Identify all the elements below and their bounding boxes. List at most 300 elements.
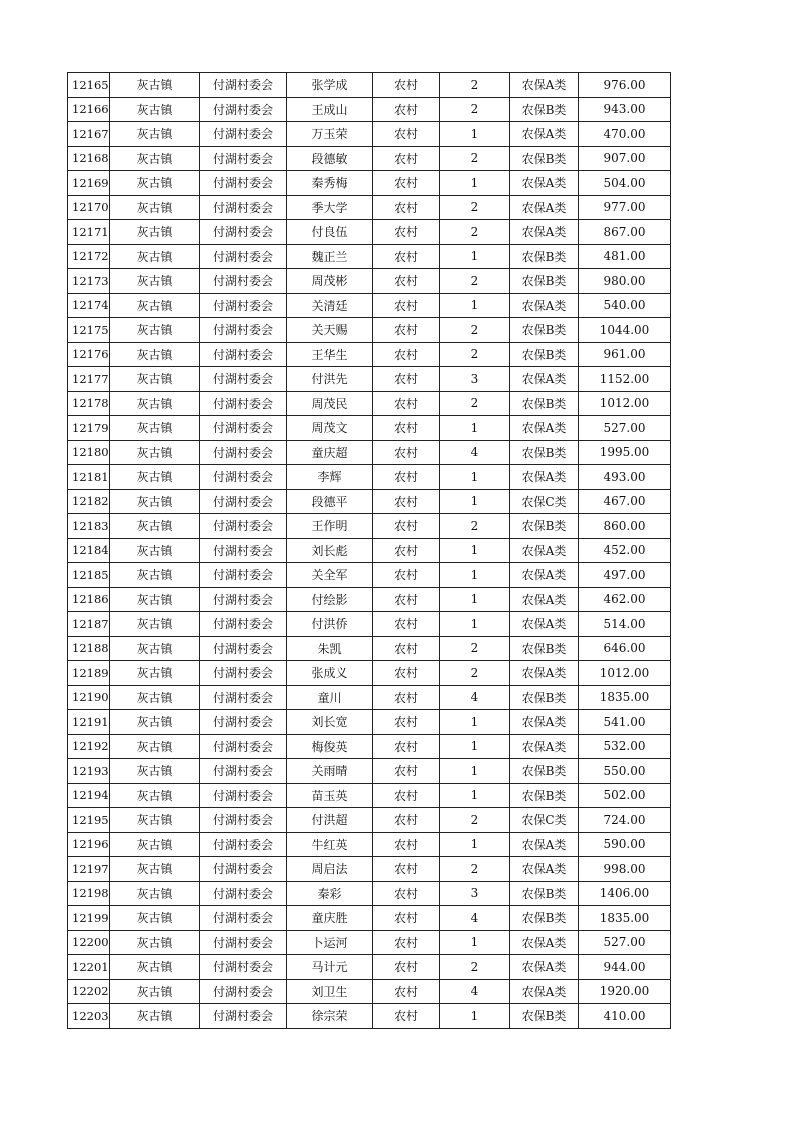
serial-number-cell: 12174: [68, 293, 110, 318]
amount-cell: 943.00: [579, 97, 671, 122]
town-cell: 灰古镇: [110, 122, 200, 147]
person-name-cell: 段德平: [287, 489, 373, 514]
table-row: [68, 538, 671, 563]
household-type-cell: 农村: [373, 930, 440, 955]
table-row: [68, 97, 671, 122]
village-committee-cell: 付湖村委会: [200, 440, 287, 465]
insurance-category-cell: 农保A类: [510, 832, 579, 857]
town-cell: 灰古镇: [110, 979, 200, 1004]
household-size-cell: 2: [440, 808, 510, 833]
serial-number-cell: 12185: [68, 563, 110, 588]
household-type-cell: 农村: [373, 146, 440, 171]
household-type-cell: 农村: [373, 367, 440, 392]
town-cell: 灰古镇: [110, 318, 200, 343]
town-cell: 灰古镇: [110, 881, 200, 906]
table-row: [68, 612, 671, 637]
person-name-cell: 马计元: [287, 955, 373, 980]
town-cell: 灰古镇: [110, 587, 200, 612]
insurance-category-cell: 农保B类: [510, 391, 579, 416]
household-size-cell: 1: [440, 587, 510, 612]
table-row: [68, 342, 671, 367]
person-name-cell: 周启法: [287, 857, 373, 882]
household-size-cell: 2: [440, 195, 510, 220]
insurance-category-cell: 农保B类: [510, 244, 579, 269]
insurance-category-cell: 农保B类: [510, 906, 579, 931]
insurance-category-cell: 农保B类: [510, 636, 579, 661]
town-cell: 灰古镇: [110, 440, 200, 465]
table-row: [68, 440, 671, 465]
household-type-cell: 农村: [373, 514, 440, 539]
village-committee-cell: 付湖村委会: [200, 857, 287, 882]
amount-cell: 980.00: [579, 269, 671, 294]
amount-cell: 504.00: [579, 171, 671, 196]
village-committee-cell: 付湖村委会: [200, 514, 287, 539]
household-type-cell: 农村: [373, 857, 440, 882]
table-row: [68, 857, 671, 882]
table-row: [68, 465, 671, 490]
serial-number-cell: 12166: [68, 97, 110, 122]
town-cell: 灰古镇: [110, 759, 200, 784]
household-type-cell: 农村: [373, 171, 440, 196]
household-size-cell: 4: [440, 979, 510, 1004]
insurance-category-cell: 农保A类: [510, 734, 579, 759]
serial-number-cell: 12179: [68, 416, 110, 441]
household-size-cell: 1: [440, 465, 510, 490]
household-size-cell: 1: [440, 759, 510, 784]
household-size-cell: 1: [440, 1004, 510, 1029]
amount-cell: 1406.00: [579, 881, 671, 906]
person-name-cell: 周茂彬: [287, 269, 373, 294]
serial-number-cell: 12203: [68, 1004, 110, 1029]
insurance-category-cell: 农保B类: [510, 514, 579, 539]
town-cell: 灰古镇: [110, 783, 200, 808]
serial-number-cell: 12191: [68, 710, 110, 735]
household-size-cell: 4: [440, 906, 510, 931]
insurance-category-cell: 农保A类: [510, 73, 579, 98]
town-cell: 灰古镇: [110, 955, 200, 980]
person-name-cell: 周茂民: [287, 391, 373, 416]
amount-cell: 481.00: [579, 244, 671, 269]
village-committee-cell: 付湖村委会: [200, 881, 287, 906]
insurance-category-cell: 农保A类: [510, 661, 579, 686]
household-type-cell: 农村: [373, 783, 440, 808]
person-name-cell: 张成义: [287, 661, 373, 686]
village-committee-cell: 付湖村委会: [200, 195, 287, 220]
table-row: [68, 783, 671, 808]
table-row: [68, 244, 671, 269]
insurance-category-cell: 农保A类: [510, 979, 579, 1004]
person-name-cell: 张学成: [287, 73, 373, 98]
amount-cell: 514.00: [579, 612, 671, 637]
table-row: [68, 636, 671, 661]
household-size-cell: 2: [440, 97, 510, 122]
amount-cell: 976.00: [579, 73, 671, 98]
person-name-cell: 关天赐: [287, 318, 373, 343]
serial-number-cell: 12173: [68, 269, 110, 294]
insurance-category-cell: 农保A类: [510, 857, 579, 882]
village-committee-cell: 付湖村委会: [200, 685, 287, 710]
village-committee-cell: 付湖村委会: [200, 1004, 287, 1029]
household-size-cell: 1: [440, 489, 510, 514]
table-row: [68, 906, 671, 931]
village-committee-cell: 付湖村委会: [200, 293, 287, 318]
household-size-cell: 2: [440, 955, 510, 980]
serial-number-cell: 12172: [68, 244, 110, 269]
insurance-category-cell: 农保B类: [510, 97, 579, 122]
household-size-cell: 2: [440, 220, 510, 245]
amount-cell: 467.00: [579, 489, 671, 514]
serial-number-cell: 12169: [68, 171, 110, 196]
person-name-cell: 梅俊英: [287, 734, 373, 759]
person-name-cell: 关全军: [287, 563, 373, 588]
person-name-cell: 付洪侨: [287, 612, 373, 637]
table-row: [68, 293, 671, 318]
town-cell: 灰古镇: [110, 293, 200, 318]
town-cell: 灰古镇: [110, 416, 200, 441]
amount-cell: 452.00: [579, 538, 671, 563]
village-committee-cell: 付湖村委会: [200, 612, 287, 637]
village-committee-cell: 付湖村委会: [200, 269, 287, 294]
table-row: [68, 955, 671, 980]
table-row: [68, 269, 671, 294]
insurance-category-cell: 农保B类: [510, 146, 579, 171]
serial-number-cell: 12183: [68, 514, 110, 539]
amount-cell: 1835.00: [579, 685, 671, 710]
household-size-cell: 2: [440, 318, 510, 343]
insurance-category-cell: 农保A类: [510, 416, 579, 441]
amount-cell: 470.00: [579, 122, 671, 147]
insurance-category-cell: 农保A类: [510, 220, 579, 245]
serial-number-cell: 12170: [68, 195, 110, 220]
household-type-cell: 农村: [373, 563, 440, 588]
household-type-cell: 农村: [373, 465, 440, 490]
village-committee-cell: 付湖村委会: [200, 391, 287, 416]
serial-number-cell: 12199: [68, 906, 110, 931]
person-name-cell: 付绘影: [287, 587, 373, 612]
insurance-category-cell: 农保C类: [510, 808, 579, 833]
town-cell: 灰古镇: [110, 563, 200, 588]
person-name-cell: 付洪超: [287, 808, 373, 833]
insurance-category-cell: 农保B类: [510, 342, 579, 367]
amount-cell: 1012.00: [579, 661, 671, 686]
household-size-cell: 1: [440, 832, 510, 857]
village-committee-cell: 付湖村委会: [200, 808, 287, 833]
amount-cell: 961.00: [579, 342, 671, 367]
serial-number-cell: 12193: [68, 759, 110, 784]
person-name-cell: 付洪先: [287, 367, 373, 392]
amount-cell: 724.00: [579, 808, 671, 833]
table-body: [68, 73, 671, 1029]
serial-number-cell: 12175: [68, 318, 110, 343]
household-type-cell: 农村: [373, 73, 440, 98]
amount-cell: 907.00: [579, 146, 671, 171]
table-row: [68, 318, 671, 343]
serial-number-cell: 12195: [68, 808, 110, 833]
household-size-cell: 1: [440, 563, 510, 588]
village-committee-cell: 付湖村委会: [200, 244, 287, 269]
household-type-cell: 农村: [373, 661, 440, 686]
insurance-category-cell: 农保A类: [510, 195, 579, 220]
village-committee-cell: 付湖村委会: [200, 171, 287, 196]
town-cell: 灰古镇: [110, 661, 200, 686]
insurance-category-cell: 农保A类: [510, 587, 579, 612]
serial-number-cell: 12190: [68, 685, 110, 710]
village-committee-cell: 付湖村委会: [200, 122, 287, 147]
insurance-category-cell: 农保B类: [510, 269, 579, 294]
household-size-cell: 4: [440, 440, 510, 465]
serial-number-cell: 12201: [68, 955, 110, 980]
person-name-cell: 秦彩: [287, 881, 373, 906]
table-row: [68, 514, 671, 539]
insurance-category-cell: 农保A类: [510, 122, 579, 147]
village-committee-cell: 付湖村委会: [200, 906, 287, 931]
serial-number-cell: 12167: [68, 122, 110, 147]
amount-cell: 540.00: [579, 293, 671, 318]
household-size-cell: 1: [440, 538, 510, 563]
amount-cell: 646.00: [579, 636, 671, 661]
household-type-cell: 农村: [373, 906, 440, 931]
serial-number-cell: 12197: [68, 857, 110, 882]
town-cell: 灰古镇: [110, 367, 200, 392]
household-type-cell: 农村: [373, 538, 440, 563]
amount-cell: 590.00: [579, 832, 671, 857]
table-row: [68, 1004, 671, 1029]
person-name-cell: 王华生: [287, 342, 373, 367]
town-cell: 灰古镇: [110, 391, 200, 416]
household-size-cell: 2: [440, 857, 510, 882]
table-row: [68, 73, 671, 98]
household-size-cell: 2: [440, 514, 510, 539]
table-row: [68, 195, 671, 220]
serial-number-cell: 12187: [68, 612, 110, 637]
household-size-cell: 3: [440, 881, 510, 906]
household-size-cell: 2: [440, 269, 510, 294]
insurance-category-cell: 农保A类: [510, 930, 579, 955]
table-row: [68, 881, 671, 906]
person-name-cell: 卜运河: [287, 930, 373, 955]
person-name-cell: 刘卫生: [287, 979, 373, 1004]
town-cell: 灰古镇: [110, 73, 200, 98]
person-name-cell: 刘长彪: [287, 538, 373, 563]
village-committee-cell: 付湖村委会: [200, 416, 287, 441]
table-row: [68, 930, 671, 955]
household-type-cell: 农村: [373, 808, 440, 833]
table-row: [68, 171, 671, 196]
household-type-cell: 农村: [373, 391, 440, 416]
village-committee-cell: 付湖村委会: [200, 636, 287, 661]
household-type-cell: 农村: [373, 220, 440, 245]
town-cell: 灰古镇: [110, 244, 200, 269]
village-committee-cell: 付湖村委会: [200, 97, 287, 122]
village-committee-cell: 付湖村委会: [200, 930, 287, 955]
amount-cell: 462.00: [579, 587, 671, 612]
village-committee-cell: 付湖村委会: [200, 220, 287, 245]
insurance-category-cell: 农保A类: [510, 465, 579, 490]
insurance-category-cell: 农保B类: [510, 1004, 579, 1029]
village-committee-cell: 付湖村委会: [200, 587, 287, 612]
serial-number-cell: 12171: [68, 220, 110, 245]
amount-cell: 541.00: [579, 710, 671, 735]
household-size-cell: 1: [440, 171, 510, 196]
household-type-cell: 农村: [373, 979, 440, 1004]
insurance-category-cell: 农保A类: [510, 955, 579, 980]
insurance-category-cell: 农保A类: [510, 538, 579, 563]
person-name-cell: 段德敏: [287, 146, 373, 171]
household-type-cell: 农村: [373, 1004, 440, 1029]
household-size-cell: 4: [440, 685, 510, 710]
amount-cell: 532.00: [579, 734, 671, 759]
household-type-cell: 农村: [373, 293, 440, 318]
village-committee-cell: 付湖村委会: [200, 979, 287, 1004]
insurance-category-cell: 农保A类: [510, 710, 579, 735]
table-row: [68, 979, 671, 1004]
town-cell: 灰古镇: [110, 171, 200, 196]
village-committee-cell: 付湖村委会: [200, 783, 287, 808]
records-table: [67, 72, 671, 1029]
table-row: [68, 122, 671, 147]
amount-cell: 527.00: [579, 930, 671, 955]
serial-number-cell: 12189: [68, 661, 110, 686]
serial-number-cell: 12194: [68, 783, 110, 808]
insurance-category-cell: 农保B类: [510, 783, 579, 808]
household-size-cell: 1: [440, 734, 510, 759]
person-name-cell: 苗玉英: [287, 783, 373, 808]
village-committee-cell: 付湖村委会: [200, 563, 287, 588]
serial-number-cell: 12181: [68, 465, 110, 490]
village-committee-cell: 付湖村委会: [200, 955, 287, 980]
serial-number-cell: 12184: [68, 538, 110, 563]
amount-cell: 410.00: [579, 1004, 671, 1029]
person-name-cell: 万玉荣: [287, 122, 373, 147]
amount-cell: 497.00: [579, 563, 671, 588]
insurance-category-cell: 农保C类: [510, 489, 579, 514]
household-type-cell: 农村: [373, 832, 440, 857]
person-name-cell: 付良伍: [287, 220, 373, 245]
table-row: [68, 220, 671, 245]
household-size-cell: 1: [440, 710, 510, 735]
person-name-cell: 季大学: [287, 195, 373, 220]
town-cell: 灰古镇: [110, 832, 200, 857]
serial-number-cell: 12192: [68, 734, 110, 759]
person-name-cell: 秦秀梅: [287, 171, 373, 196]
table-row: [68, 832, 671, 857]
town-cell: 灰古镇: [110, 1004, 200, 1029]
household-size-cell: 1: [440, 416, 510, 441]
serial-number-cell: 12176: [68, 342, 110, 367]
serial-number-cell: 12168: [68, 146, 110, 171]
serial-number-cell: 12177: [68, 367, 110, 392]
town-cell: 灰古镇: [110, 906, 200, 931]
table-row: [68, 489, 671, 514]
person-name-cell: 李辉: [287, 465, 373, 490]
household-type-cell: 农村: [373, 636, 440, 661]
household-size-cell: 1: [440, 293, 510, 318]
serial-number-cell: 12178: [68, 391, 110, 416]
household-type-cell: 农村: [373, 710, 440, 735]
household-size-cell: 2: [440, 391, 510, 416]
person-name-cell: 关清廷: [287, 293, 373, 318]
insurance-category-cell: 农保A类: [510, 171, 579, 196]
village-committee-cell: 付湖村委会: [200, 538, 287, 563]
insurance-category-cell: 农保B类: [510, 318, 579, 343]
table-row: [68, 685, 671, 710]
insurance-category-cell: 农保B类: [510, 440, 579, 465]
household-type-cell: 农村: [373, 122, 440, 147]
household-type-cell: 农村: [373, 269, 440, 294]
town-cell: 灰古镇: [110, 538, 200, 563]
person-name-cell: 牛红英: [287, 832, 373, 857]
serial-number-cell: 12188: [68, 636, 110, 661]
table-row: [68, 367, 671, 392]
person-name-cell: 关雨晴: [287, 759, 373, 784]
serial-number-cell: 12180: [68, 440, 110, 465]
town-cell: 灰古镇: [110, 612, 200, 637]
amount-cell: 860.00: [579, 514, 671, 539]
insurance-category-cell: 农保B类: [510, 881, 579, 906]
household-type-cell: 农村: [373, 612, 440, 637]
household-type-cell: 农村: [373, 318, 440, 343]
table-row: [68, 710, 671, 735]
person-name-cell: 朱凯: [287, 636, 373, 661]
insurance-category-cell: 农保A类: [510, 367, 579, 392]
town-cell: 灰古镇: [110, 489, 200, 514]
serial-number-cell: 12165: [68, 73, 110, 98]
amount-cell: 550.00: [579, 759, 671, 784]
village-committee-cell: 付湖村委会: [200, 832, 287, 857]
amount-cell: 1044.00: [579, 318, 671, 343]
town-cell: 灰古镇: [110, 465, 200, 490]
town-cell: 灰古镇: [110, 734, 200, 759]
person-name-cell: 童川: [287, 685, 373, 710]
insurance-category-cell: 农保B类: [510, 685, 579, 710]
town-cell: 灰古镇: [110, 685, 200, 710]
serial-number-cell: 12186: [68, 587, 110, 612]
person-name-cell: 刘长宽: [287, 710, 373, 735]
amount-cell: 1835.00: [579, 906, 671, 931]
serial-number-cell: 12200: [68, 930, 110, 955]
village-committee-cell: 付湖村委会: [200, 73, 287, 98]
serial-number-cell: 12196: [68, 832, 110, 857]
household-size-cell: 1: [440, 783, 510, 808]
person-name-cell: 童庆超: [287, 440, 373, 465]
insurance-category-cell: 农保A类: [510, 612, 579, 637]
serial-number-cell: 12202: [68, 979, 110, 1004]
person-name-cell: 王成山: [287, 97, 373, 122]
household-type-cell: 农村: [373, 195, 440, 220]
town-cell: 灰古镇: [110, 808, 200, 833]
town-cell: 灰古镇: [110, 342, 200, 367]
amount-cell: 1995.00: [579, 440, 671, 465]
insurance-category-cell: 农保A类: [510, 563, 579, 588]
table-row: [68, 587, 671, 612]
amount-cell: 977.00: [579, 195, 671, 220]
town-cell: 灰古镇: [110, 269, 200, 294]
serial-number-cell: 12198: [68, 881, 110, 906]
amount-cell: 944.00: [579, 955, 671, 980]
village-committee-cell: 付湖村委会: [200, 318, 287, 343]
household-type-cell: 农村: [373, 342, 440, 367]
town-cell: 灰古镇: [110, 146, 200, 171]
town-cell: 灰古镇: [110, 195, 200, 220]
amount-cell: 1920.00: [579, 979, 671, 1004]
household-type-cell: 农村: [373, 244, 440, 269]
serial-number-cell: 12182: [68, 489, 110, 514]
household-size-cell: 2: [440, 146, 510, 171]
amount-cell: 1012.00: [579, 391, 671, 416]
household-size-cell: 3: [440, 367, 510, 392]
town-cell: 灰古镇: [110, 514, 200, 539]
household-type-cell: 农村: [373, 734, 440, 759]
